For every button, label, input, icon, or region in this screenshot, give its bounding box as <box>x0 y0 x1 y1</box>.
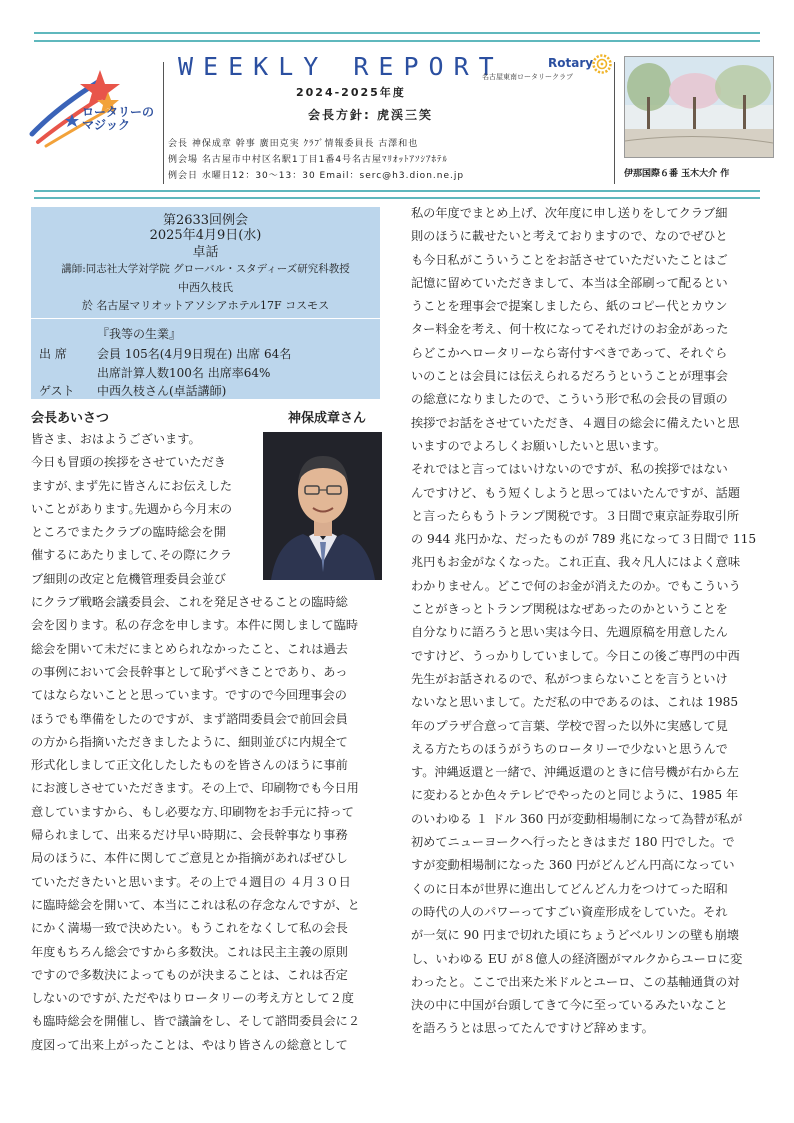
text-line: 記憶に留めていただきまして、本当は全部刷って配るとい <box>411 275 728 290</box>
text-line: にクラブ戦略会議委員会、これを発足させることの臨時総 <box>31 595 348 610</box>
text-line: 意していますから、もし必要な方､印刷物をお手元に持って <box>31 804 354 819</box>
venue-line: 例会場 名古屋市中村区名駅1丁目1番4号名古屋ﾏﾘｵｯﾄｱｿｼｱﾎﾃﾙ <box>168 155 449 165</box>
text-line: ていただきたいと思います。その上で４週目の ４月３０日 <box>31 874 351 889</box>
text-line: 年のプラザ合意って言葉、学校で習った以外に実感して見 <box>411 718 728 733</box>
text-line: わったと。ここで出来た米ドルとユーロ、この基軸通貨の対 <box>411 974 740 989</box>
text-line: にお渡しさせていただきます。その上で、印刷物でも今日用 <box>31 781 359 796</box>
text-line: ター料金を考え、何十枚になってそれだけのお金があった <box>411 322 729 337</box>
text-line: 私の年度でまとめ上げ、次年度に申し送りをしてクラブ細 <box>411 206 728 220</box>
text-line: が一気に 90 円まで切れた頃にちょうどベルリンの壁も崩壊 <box>411 928 739 943</box>
rotary-wheel-icon <box>592 54 612 74</box>
greeting-left-column <box>31 428 360 1057</box>
text-line: も今日私がこういうことをお話させていただいたことはご <box>411 252 728 267</box>
text-line: 決の中に中国が台頭してきて今に至っているみたいなこと <box>411 998 728 1013</box>
meeting-type: 卓話 <box>192 245 219 260</box>
text-line: 兆円もお金がなくなった。これ正直、我々凡人にはよく意味 <box>411 555 741 570</box>
speaker-affiliation: 講師:同志社大学対学院 グローバル・スタディーズ研究科教授 <box>61 263 350 275</box>
text-line: ところでまたクラブの臨時総会を開 <box>31 525 226 540</box>
text-line: 形式化しまして正文化したしたものを皆さんのほうに事前 <box>31 758 348 773</box>
text-line: す。沖縄返還と一緒で、沖縄返還のときに信号機が右から左 <box>411 765 739 780</box>
text-line: の 944 兆円かな、だったものが 789 兆になって３日間で 115 <box>411 532 757 547</box>
meeting-date: 2025年4月9日(水) <box>149 228 262 243</box>
text-line: 総会を開いて未だにまとめられなかったこと、これは過去 <box>31 641 348 656</box>
header-divider-left <box>163 62 164 184</box>
text-line: いのことは会員には伝えられるだろうということが理事会 <box>411 369 728 384</box>
magic-logo <box>28 62 156 150</box>
text-line: ブ細則の改定と危機管理委員会並び <box>31 571 226 586</box>
greeting-heading: 会長あいさつ <box>31 411 110 426</box>
text-line: ことがきっとトランプ関税はなぜあったのかということを <box>411 602 728 617</box>
meeting-box-divider <box>31 318 380 319</box>
text-line: の方から指摘いただきましたように、細則並びに内規全て <box>31 734 348 749</box>
text-line: てはならないことと思っています。ですので今回理事会の <box>31 688 347 703</box>
text-line: 初めてニューヨークへ行ったときはまだ 180 円でした。で <box>411 835 735 850</box>
text-line: ないなと思いまして。ただ私の中であるのは、これは 1985 <box>411 695 739 710</box>
schedule-line: 例会日 水曜日12：30～13：30 Email：serc@h3.dion.ne.jp <box>168 171 465 181</box>
text-line: すが変動相場制になった 360 円がどんどん円高になってい <box>411 858 735 873</box>
text-line: 帰られまして、出来るだけ早い時期に、会長幹事なり事務 <box>31 828 348 843</box>
guest-label: ゲスト <box>39 384 75 398</box>
greeting-right-column <box>411 202 756 1041</box>
text-line: の総意になりましたので、こういう形で私の会長の冒頭の <box>411 392 728 407</box>
president-policy: 会長方針: 虎渓三笑 <box>308 108 433 122</box>
top-rule-2 <box>34 40 760 42</box>
attendance-line-1: 会員 105名(4月9日現在) 出席 64名 <box>97 347 292 361</box>
painting-caption: 伊那国際６番 玉木大介 作 <box>624 169 730 179</box>
rotary-wordmark: Rotary <box>548 56 594 70</box>
text-line: 局のほうに、本件に関してご意見とか指摘があればぜひし <box>31 851 348 866</box>
club-name: 名古屋東南ロータリークラブ <box>482 73 573 81</box>
header-bottom-rule-1 <box>34 190 760 192</box>
top-rule-1 <box>34 32 760 34</box>
text-line: と言ったらもうトランプ関税です。３日間で東京証券取引所 <box>411 508 740 523</box>
text-line: んですけど、もう短くしようと思ってはいたんですが、話題 <box>411 485 741 500</box>
text-line: わかりません。どこで何のお金が消えたのか。でもこういう <box>411 578 741 593</box>
text-line: 則のほうに載せたいと考えておりますので、なのでぜひと <box>411 229 728 244</box>
text-line: の時代の人のパワーってすごい資産形成をしていた。それ <box>411 904 728 919</box>
guest-name: 中西久枝さん(卓話講師) <box>97 384 227 398</box>
text-line: を語ろうとは思ってたんですけど辞めます。 <box>411 1021 654 1036</box>
text-line: それではと言ってはいけないのですが、私の挨拶ではない <box>411 462 728 477</box>
text-line: いますのでよろしくお願いしたいと思います。 <box>411 438 666 453</box>
text-line: の事例において会長幹事として恥ずべきことであり、あっ <box>31 664 348 679</box>
text-line: える方たちのほうがうちのロータリーで少ないと思うんで <box>411 741 728 756</box>
report-title: WEEKLY REPORT <box>178 52 504 81</box>
text-line: 年度もちろん総会ですから多数決。これは民主主義の原則 <box>31 944 348 959</box>
meeting-info-box <box>31 207 380 399</box>
meeting-number: 第2633回例会 <box>162 213 249 228</box>
text-line: し、いわゆる EU が８億人の経済圏がマルクからユーロに変 <box>411 951 743 966</box>
text-line: ほうでも準備をしたのですが、まず諮問委員会で前回会員 <box>31 711 348 726</box>
text-line: に臨時総会を開いて、本当にこれは私の存念なんですが、と <box>31 897 360 912</box>
attendance-line-2: 出席計算人数100名 出席率64% <box>97 366 271 380</box>
text-line: 自分なりに語ろうと思い実は今日、先週原稿を用意したん <box>411 625 728 640</box>
text-line: 度図って出来上がったことは、やはり皆さんの総意として <box>31 1037 348 1052</box>
text-line: くのに日本が世界に進出してどんどん力をつけてった昭和 <box>411 881 728 896</box>
text-line: 皆さま、おはようございます。 <box>31 432 201 446</box>
meeting-venue: 於 名古屋マリオットアソシアホテル17F コスモス <box>81 299 330 312</box>
text-line: にかく満場一致で決めたい。もうこれをなくして私の会長 <box>31 921 348 936</box>
text-line: ですけど、うっかりしていまして。今日この後ご専門の中西 <box>411 648 740 663</box>
attendance-label: 出 席 <box>39 347 67 361</box>
greeting-speaker: 神保成章さん <box>288 411 367 426</box>
club-song: 『我等の生業』 <box>97 327 182 341</box>
officers-line: 会長 神保成章 幹事 廣田克実 ｸﾗﾌﾞ情報委員長 古澤和也 <box>168 139 419 149</box>
header-divider-right <box>614 62 615 184</box>
speaker-name: 中西久枝氏 <box>178 281 233 294</box>
text-line: 会を図ります。私の存念を申します。本件に関しまして臨時 <box>31 618 359 633</box>
text-line: ですので多数決によってものが決まることは、これは否定 <box>31 967 348 982</box>
text-line: 今日も冒頭の挨拶をさせていただき <box>31 455 226 470</box>
fiscal-year: 2024-2025年度 <box>296 86 406 99</box>
cover-painting <box>624 56 774 158</box>
text-line: うことを理事会で提案しましたら、紙のコピー代とカウン <box>411 299 728 314</box>
logo-caption: ロータリーの マジック <box>82 105 155 132</box>
text-line: のいわゆる １ ドル 360 円が変動相場制になって為替が私が <box>411 811 743 826</box>
header-bottom-rule-2 <box>34 197 760 199</box>
text-line: に変わるとか色々テレビでやったのと同じように、1985 年 <box>411 788 739 803</box>
text-line: も臨時総会を開催し、皆で議論をし、そして諮問委員会に２ <box>31 1014 361 1029</box>
text-line: 先生がお話されるので、私がつまらないことを言うといけ <box>411 671 728 686</box>
text-line: 挨拶でお話をさせていただき、４週目の総会に備えたいと思 <box>411 415 740 430</box>
text-line: いことがあります｡先週から今月末の <box>31 501 233 516</box>
text-line: ますが､まず先に皆さんにお伝えした <box>31 478 233 493</box>
text-line: らどこかへロータリーなら寄付すべきであって、それぐら <box>411 345 728 360</box>
text-line: 催するにあたりまして､その際にクラ <box>31 548 233 563</box>
text-line: しないのですが､ただやはりロータリーの考え方として２度 <box>31 991 354 1006</box>
